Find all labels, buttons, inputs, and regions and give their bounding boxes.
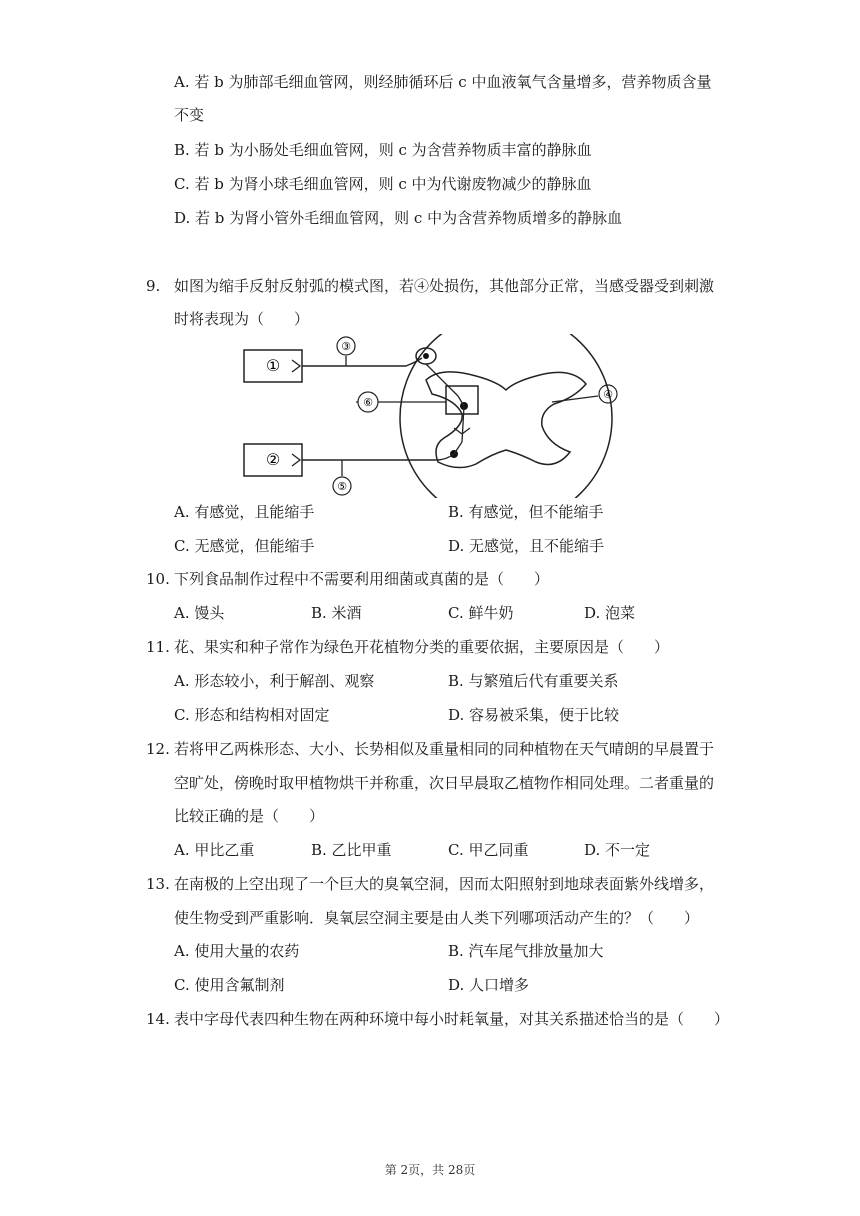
q9-option-a: A. 有感觉，且能缩手 (174, 503, 315, 521)
q10-option-c: C. 鲜牛奶 (448, 604, 514, 622)
label-2: ② (265, 450, 281, 469)
q9-stem-line2: 时将表现为（ ） (174, 310, 310, 328)
q8-option-b: B. 若 b 为小肠处毛细血管网，则 c 为含营养物质丰富的静脉血 (174, 141, 592, 159)
q12-option-c: C. 甲乙同重 (448, 841, 529, 859)
q10-number: 10. (146, 570, 170, 588)
label-4: ④ (603, 388, 613, 401)
q12-option-d: D. 不一定 (584, 841, 651, 859)
q10-stem: 下列食品制作过程中不需要利用细菌或真菌的是（ ） (174, 570, 550, 588)
q13-option-c: C. 使用含氟制剂 (174, 976, 285, 994)
q9-option-d: D. 无感觉，且不能缩手 (448, 537, 605, 555)
q11-option-d: D. 容易被采集，便于比较 (448, 706, 620, 724)
spinal-cord-outline (400, 334, 612, 498)
q12-stem-line3: 比较正确的是（ ） (174, 807, 325, 825)
q13-option-b: B. 汽车尾气排放量加大 (448, 942, 604, 960)
q8-option-a: A. 若 b 为肺部毛细血管网，则经肺循环后 c 中血液氧气含量增多，营养物质含量 (174, 73, 712, 91)
q8-option-c: C. 若 b 为肾小球毛细血管网，则 c 中为代谢废物减少的静脉血 (174, 175, 592, 193)
q11-option-a: A. 形态较小，利于解剖、观察 (174, 672, 375, 690)
q11-option-b: B. 与繁殖后代有重要关系 (448, 672, 619, 690)
q9-stem-line1: 如图为缩手反射反射弧的模式图，若④处损伤，其他部分正常，当感受器受到刺激 (174, 277, 715, 295)
q8-option-a-cont: 不变 (174, 106, 205, 124)
q13-option-a: A. 使用大量的农药 (174, 942, 300, 960)
q13-stem-line1: 在南极的上空出现了一个巨大的臭氧空洞，因而太阳照射到地球表面紫外线增多， (174, 875, 715, 893)
q9-number: 9. (146, 277, 161, 295)
q14-stem: 表中字母代表四种生物在两种环境中每小时耗氧量，对其关系描述恰当的是（ ） (174, 1010, 730, 1028)
q10-option-a: A. 馒头 (174, 604, 225, 622)
q11-stem: 花、果实和种子常作为绿色开花植物分类的重要依据，主要原因是（ ） (174, 638, 670, 656)
q14-number: 14. (146, 1010, 170, 1028)
q10-option-b: B. 米酒 (311, 604, 362, 622)
reflex-arc-diagram (236, 334, 636, 498)
q13-number: 13. (146, 875, 170, 893)
q9-option-c: C. 无感觉，但能缩手 (174, 537, 315, 555)
q13-stem-line2: 使生物受到严重影响．臭氧层空洞主要是由人类下列哪项活动产生的？（ ） (174, 909, 700, 927)
q12-number: 12. (146, 740, 170, 758)
label-6: ⑥ (363, 396, 373, 409)
q9-option-b: B. 有感觉，但不能缩手 (448, 503, 604, 521)
page-footer: 第 2页，共 28页 (384, 1163, 476, 1177)
q12-option-b: B. 乙比甲重 (311, 841, 392, 859)
q12-stem-line1: 若将甲乙两株形态、大小、长势相似及重量相同的同种植物在天气晴朗的早晨置于 (174, 740, 715, 758)
q11-number: 11. (146, 638, 170, 656)
q12-stem-line2: 空旷处，傍晚时取甲植物烘干并称重，次日早晨取乙植物作相同处理。二者重量的 (174, 774, 715, 792)
label-1: ① (265, 356, 281, 375)
q12-option-a: A. 甲比乙重 (174, 841, 255, 859)
label-3: ③ (341, 340, 351, 353)
interneuron-box (446, 386, 478, 414)
label-5: ⑤ (337, 480, 347, 493)
q8-option-d: D. 若 b 为肾小管外毛细血管网，则 c 中为含营养物质增多的静脉血 (174, 209, 623, 227)
q11-option-c: C. 形态和结构相对固定 (174, 706, 330, 724)
q10-option-d: D. 泡菜 (584, 604, 636, 622)
q13-option-d: D. 人口增多 (448, 976, 530, 994)
